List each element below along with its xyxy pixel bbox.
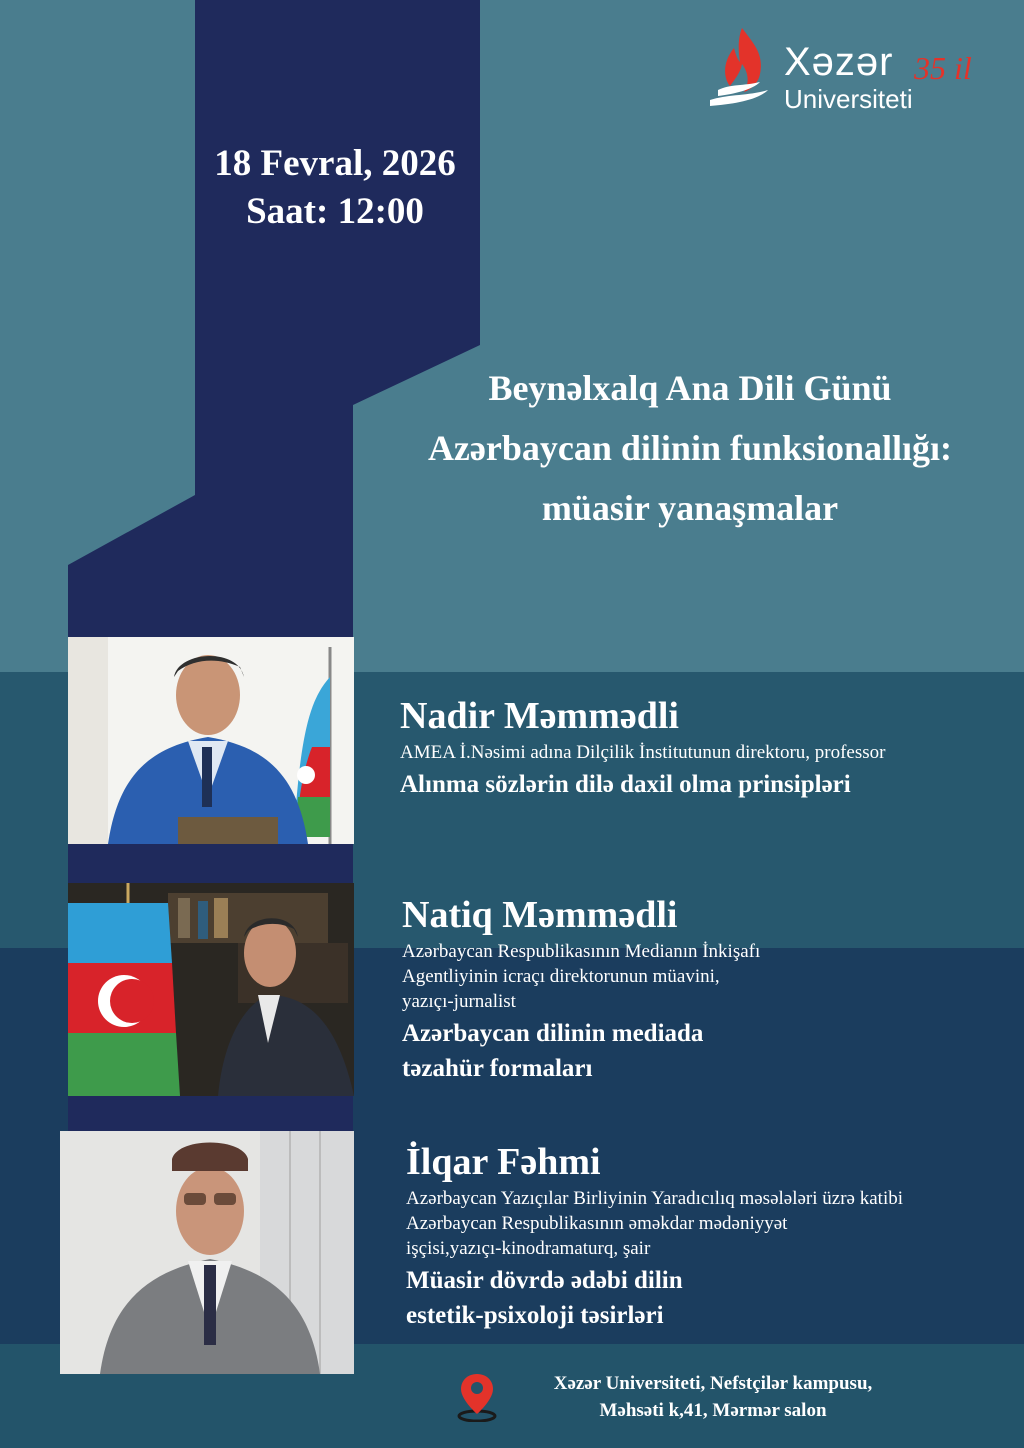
- speaker-3-topic-line-2: estetik-psixoloji təsirləri: [406, 1302, 664, 1329]
- speaker-3-role-line-1: Azərbaycan Yazıçılar Birliyinin Yaradıcılıq məsələləri üzrə katibi: [406, 1188, 904, 1209]
- title-line-3: müasir yanaşmalar: [541, 488, 839, 528]
- event-title: [360, 358, 1020, 538]
- event-time: Saat: 12:00: [246, 191, 424, 232]
- speaker-3: [406, 1140, 903, 1333]
- speaker-3-photo: [60, 1131, 354, 1374]
- speaker-1-name: Nadir Məmmədli: [400, 695, 679, 737]
- speaker-1-topic: Alınma sözlərin dilə daxil olma prinsipləri: [400, 771, 851, 798]
- logo-years: 35 il: [914, 50, 972, 86]
- speaker-1: [400, 694, 885, 802]
- event-datetime: [190, 140, 480, 236]
- speaker-2-photo: [68, 883, 354, 1096]
- logo-name: Xəzər: [784, 40, 894, 84]
- event-date: 18 Fevral, 2026: [214, 143, 456, 184]
- location-line-1: Xəzər Universiteti, Nefstçilər kampusu,: [553, 1373, 873, 1394]
- speaker-2-role-line-1: Azərbaycan Respublikasının Medianın İnkişafı: [402, 941, 761, 962]
- speaker-2-topic-line-2: təzahür formaları: [402, 1055, 593, 1082]
- title-line-1: Beynəlxalq Ana Dili Günü: [488, 368, 892, 408]
- logo-subtitle: Universiteti: [784, 84, 913, 114]
- flame-icon: [704, 24, 780, 112]
- xezer-logo: [704, 24, 1004, 124]
- speaker-2-name: Natiq Məmmədli: [402, 894, 678, 936]
- speaker-2-role-line-3: yazıçı-jurnalist: [402, 991, 516, 1012]
- event-location: [528, 1370, 898, 1424]
- speaker-3-role-line-2: Azərbaycan Respublikasının əməkdar mədəniyyət: [406, 1213, 788, 1234]
- speaker-3-name: İlqar Fəhmi: [406, 1141, 601, 1183]
- title-line-2: Azərbaycan dilinin funksionallığı:: [427, 428, 953, 468]
- speaker-1-photo: [68, 637, 354, 844]
- location-line-2: Məhsəti k,41, Mərmər salon: [599, 1400, 827, 1421]
- speaker-3-topic-line-1: Müasir dövrdə ədəbi dilin: [406, 1267, 683, 1294]
- speaker-1-role: AMEA İ.Nəsimi adına Dilçilik İnstitutunun direktoru, professor: [400, 742, 886, 763]
- speaker-2: [402, 893, 760, 1086]
- speaker-2-role-line-2: Agentliyinin icraçı direktorunun müavini,: [402, 966, 720, 987]
- location-pin-icon: [455, 1372, 499, 1422]
- speaker-3-role-line-3: işçisi,yazıçı-kinodramaturq, şair: [406, 1238, 651, 1259]
- speaker-2-topic-line-1: Azərbaycan dilinin mediada: [402, 1020, 704, 1047]
